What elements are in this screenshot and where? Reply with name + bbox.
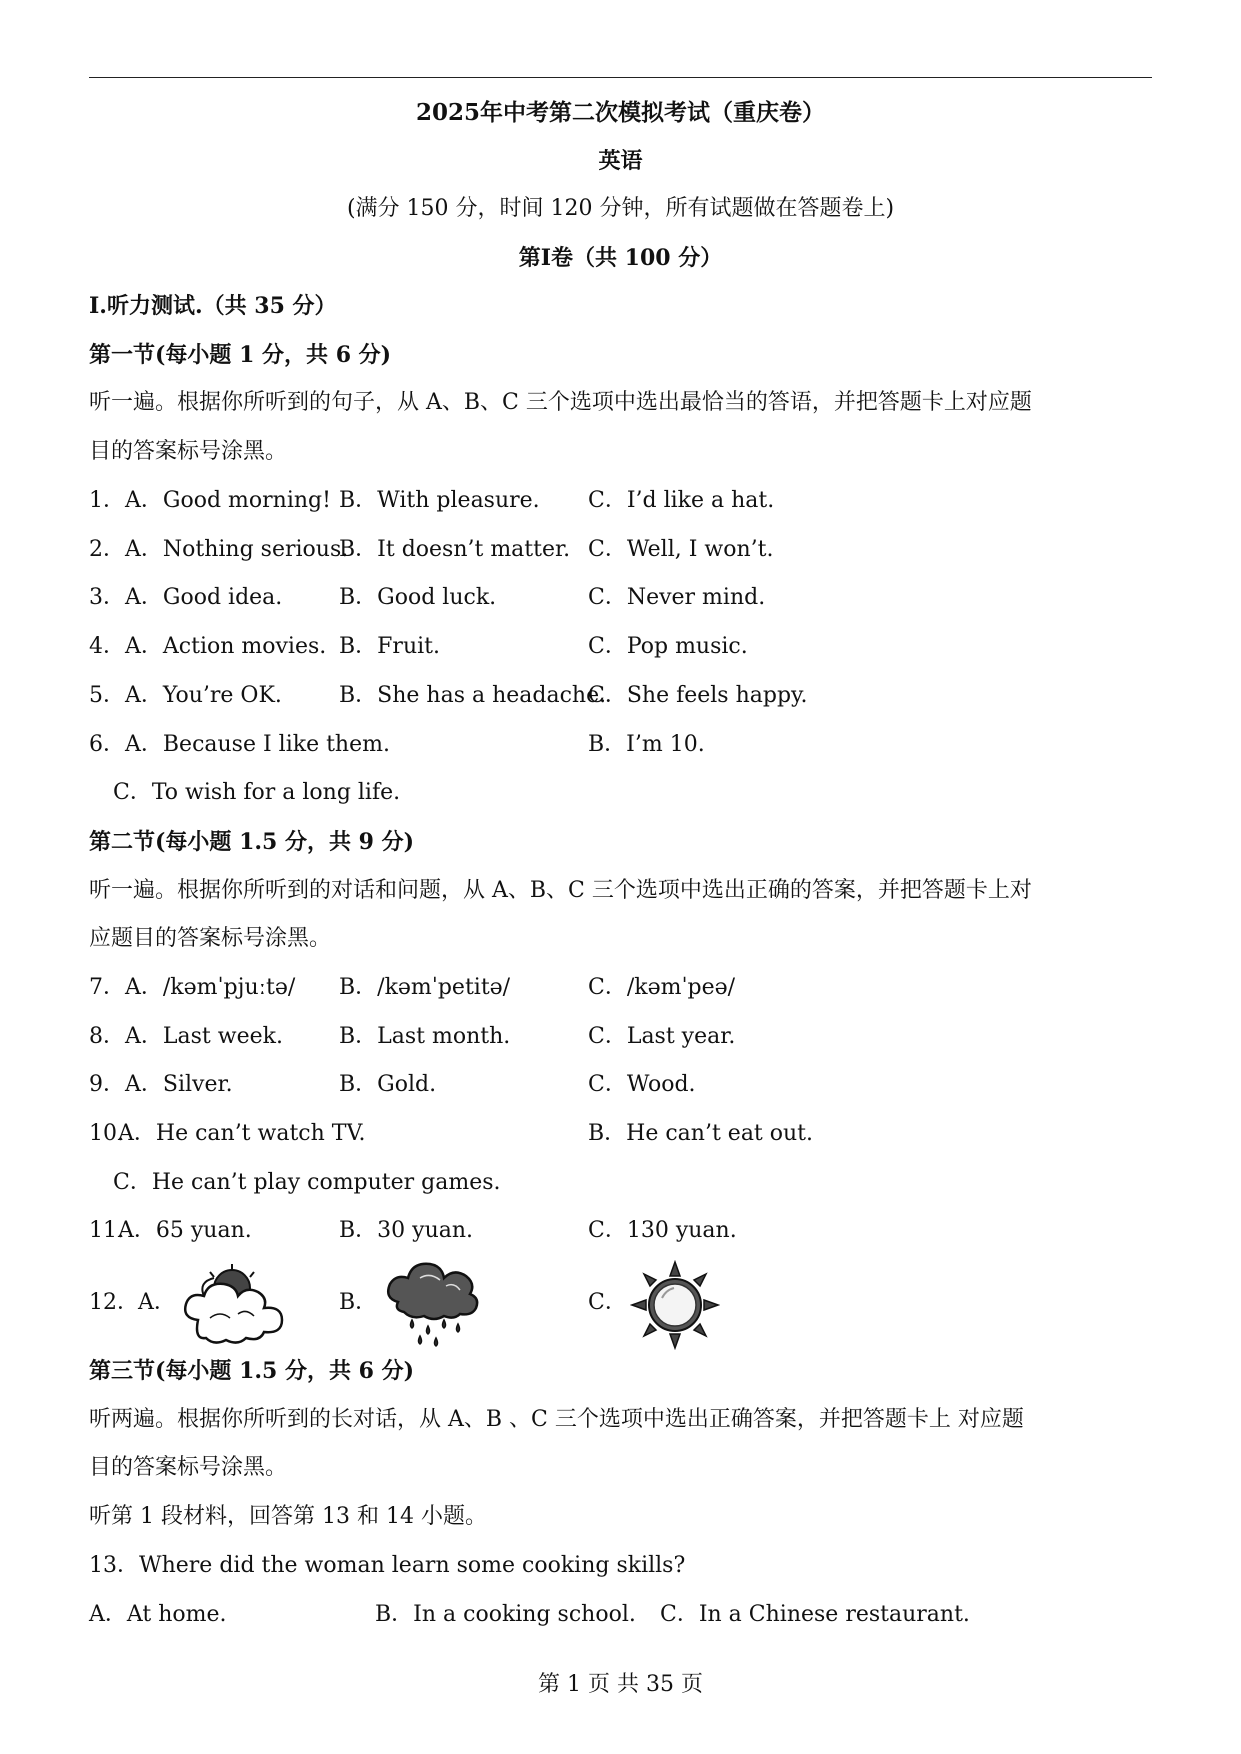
- option-c: C．I’d like a hat.: [588, 488, 775, 513]
- subject-title: 英语: [598, 148, 643, 174]
- section3-heading: 第三节(每小题 1.5 分，共 6 分): [89, 1358, 415, 1384]
- section1-heading: 第一节(每小题 1 分，共 6 分): [89, 342, 392, 368]
- option-c: C．In a Chinese restaurant.: [660, 1602, 970, 1627]
- option-a: A．Nothing serious.: [125, 537, 349, 562]
- option-b: B．He can’t eat out.: [588, 1121, 814, 1146]
- option-a: A．/kəmˈpjuːtə/: [125, 975, 296, 1000]
- question-number: 6．: [89, 732, 125, 757]
- option-b: B．With pleasure.: [339, 488, 540, 513]
- section1-instruction-line1: 听一遍。根据你所听到的句子，从 A、B、C 三个选项中选出最恰当的答语，并把答题卡上对应题: [89, 390, 1032, 415]
- question-number: 10.: [89, 1121, 124, 1146]
- question-number: 5．: [89, 683, 125, 708]
- option-a: A．He can’t watch TV.: [118, 1121, 366, 1146]
- question-number: 1．: [89, 488, 125, 513]
- material-note: 听第 1 段材料，回答第 13 和 14 小题。: [89, 1504, 487, 1529]
- section2-instruction-line1: 听一遍。根据你所听到的对话和问题，从 A、B、C 三个选项中选出正确的答案，并把答题卡上对: [89, 878, 1032, 903]
- option-a: A．Action movies.: [125, 634, 327, 659]
- exam-title: 2025年中考第二次模拟考试（重庆卷）: [415, 99, 825, 126]
- question-number: 2．: [89, 537, 125, 562]
- option-b: B．/kəmˈpetitə/: [339, 975, 511, 1000]
- option-c: C．Never mind.: [588, 585, 766, 610]
- partly-cloudy-icon: [180, 1258, 288, 1344]
- question-number: 3．: [89, 585, 125, 610]
- question-number: 7．: [89, 975, 125, 1000]
- option-b: B．I’m 10.: [588, 732, 705, 757]
- question-13-stem: 13．Where did the woman learn some cooking skills?: [89, 1553, 686, 1578]
- option-a: A．: [138, 1290, 176, 1315]
- exam-info: (满分 150 分，时间 120 分钟，所有试题做在答题卷上): [346, 196, 895, 221]
- option-c: C．Last year.: [588, 1024, 736, 1049]
- question-number: 8．: [89, 1024, 125, 1049]
- option-b: B．She has a headache.: [339, 683, 607, 708]
- option-b: B．Fruit.: [339, 634, 440, 659]
- option-b: B．Last month.: [339, 1024, 511, 1049]
- option-a: A．At home.: [89, 1602, 227, 1627]
- volume-title: 第Ⅰ卷（共 100 分）: [518, 245, 723, 271]
- option-b: B．: [339, 1290, 378, 1315]
- option-a: A．Good morning!: [125, 488, 331, 513]
- option-c: C．Wood.: [588, 1072, 696, 1097]
- page-footer: 第 1 页 共 35 页: [538, 1672, 703, 1697]
- option-c: C．To wish for a long life.: [113, 780, 401, 805]
- part1-heading: Ⅰ.听力测试.（共 35 分）: [89, 293, 337, 319]
- option-b: B．Good luck.: [339, 585, 497, 610]
- option-a: A．You’re OK.: [125, 683, 282, 708]
- question-number: 11.: [89, 1218, 124, 1243]
- option-b: B．Gold.: [339, 1072, 437, 1097]
- option-a: A．Because I like them.: [125, 732, 390, 757]
- option-c: C．Pop music.: [588, 634, 748, 659]
- question-number: 4．: [89, 634, 125, 659]
- section2-instruction-line2: 应题目的答案标号涂黑。: [89, 926, 332, 951]
- rainy-icon: [384, 1258, 480, 1348]
- option-c: C．Well, I won’t.: [588, 537, 774, 562]
- question-number: 12．: [89, 1290, 139, 1315]
- option-b: B．In a cooking school.: [375, 1602, 636, 1627]
- option-a: A．65 yuan.: [118, 1218, 252, 1243]
- option-a: A．Good idea.: [125, 585, 283, 610]
- option-b: B．It doesn’t matter.: [339, 537, 571, 562]
- option-c: C．130 yuan.: [588, 1218, 737, 1243]
- section2-heading: 第二节(每小题 1.5 分，共 9 分): [89, 829, 415, 855]
- option-c: C．She feels happy.: [588, 683, 808, 708]
- top-rule: [89, 77, 1152, 78]
- option-c: C．/kəmˈpeə/: [588, 975, 736, 1000]
- section3-instruction-line2: 目的答案标号涂黑。: [89, 1455, 288, 1480]
- option-b: B．30 yuan.: [339, 1218, 474, 1243]
- section1-instruction-line2: 目的答案标号涂黑。: [89, 439, 288, 464]
- option-c: C．: [588, 1290, 627, 1315]
- option-a: A．Silver.: [125, 1072, 233, 1097]
- section3-instruction-line1: 听两遍。根据你所听到的长对话，从 A、B 、C 三个选项中选出正确答案，并把答题卡上 对应题: [89, 1407, 1024, 1432]
- option-a: A．Last week.: [125, 1024, 283, 1049]
- question-number: 9．: [89, 1072, 125, 1097]
- option-c: C．He can’t play computer games.: [113, 1170, 501, 1195]
- sunny-icon: [630, 1260, 720, 1350]
